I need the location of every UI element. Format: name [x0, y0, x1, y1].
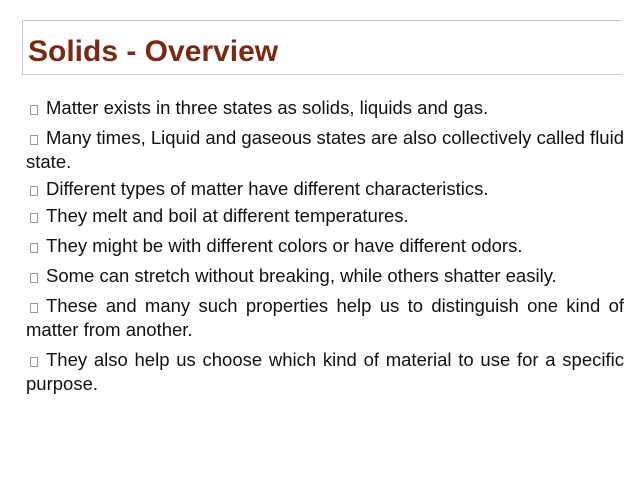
- square-bullet-icon: [30, 243, 38, 253]
- bullet-item: [26, 294, 624, 342]
- bullet-text: Different types of matter have different characteristics.: [46, 178, 489, 199]
- bullet-text: They melt and boil at different temperatures.: [46, 205, 409, 226]
- square-bullet-icon: [30, 213, 38, 223]
- bullet-item: [26, 234, 624, 258]
- square-bullet-icon: [30, 105, 38, 115]
- square-bullet-icon: [30, 303, 38, 313]
- square-bullet-icon: [30, 135, 38, 145]
- bullet-item: [26, 264, 624, 288]
- bullet-text: These and many such properties help us to distinguish one kind of matter from another.: [26, 295, 624, 340]
- bullet-text: They also help us choose which kind of material to use for a specific purpose.: [26, 349, 624, 394]
- bullet-item: [26, 126, 624, 174]
- bullet-text: Some can stretch without breaking, while others shatter easily.: [46, 265, 557, 286]
- bullet-text: Matter exists in three states as solids, liquids and gas.: [46, 97, 489, 118]
- bullet-item: [26, 204, 624, 228]
- bullet-item: [26, 96, 624, 120]
- square-bullet-icon: [30, 273, 38, 283]
- bullet-item: [26, 177, 624, 201]
- bullet-text: Many times, Liquid and gaseous states are also collectively called fluid state.: [26, 127, 624, 172]
- bullet-text: They might be with different colors or have different odors.: [46, 235, 523, 256]
- square-bullet-icon: [30, 186, 38, 196]
- square-bullet-icon: [30, 357, 38, 367]
- slide-title: Solids - Overview: [28, 35, 279, 68]
- bullet-list: [26, 96, 624, 396]
- bullet-item: [26, 348, 624, 396]
